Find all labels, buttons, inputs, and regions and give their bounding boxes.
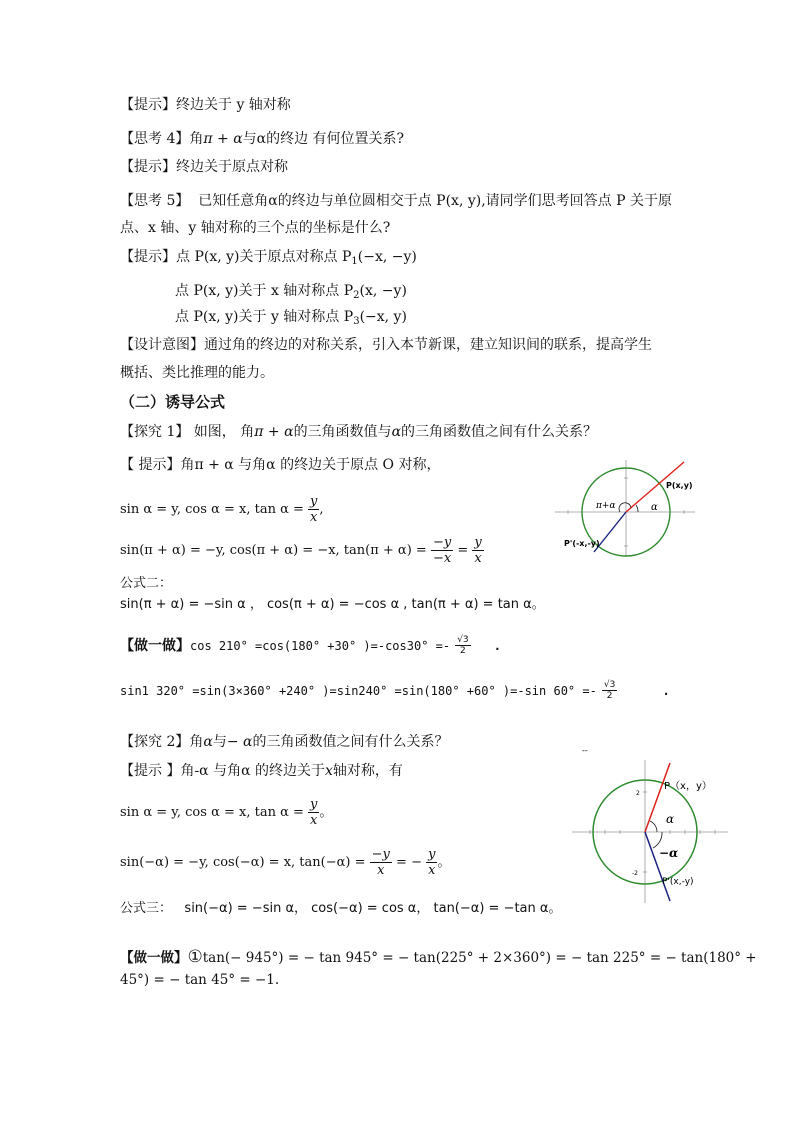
label-alpha: α bbox=[651, 502, 658, 513]
hint-explore-2: 【提示 】角-α 与角α 的终边关于x轴对称，有 bbox=[120, 763, 403, 779]
hint-points-1: 【提示】点 P(x, y)关于原点对称点 $P_1(-x$, −y) bbox=[120, 249, 417, 267]
angle-arc-pi-alpha bbox=[619, 503, 631, 512]
think-5: 【思考 5】 已知任意角α的终边与单位圆相交于点 P(x, y),请同学们思考回答点 P 关于原 bbox=[120, 193, 672, 209]
section-heading: （二）诱导公式 bbox=[120, 393, 226, 411]
think-4: 【思考 4】角π + α与α的终边 有何位置关系? bbox=[120, 131, 405, 147]
unit-circle-figure-2 bbox=[570, 745, 730, 905]
label-p: P（x，y） bbox=[664, 781, 712, 792]
try-3: 【做一做】①tan(− 945°) = − tan 945° = − tan(225° + 2×360°) = − tan 225° = − tan(180° + bbox=[120, 947, 757, 967]
formula-pi-plus-alpha: sin(π + α) = −y, cos(π + α) = −x, tan(π + α) = $\frac{-y}{-x}$ = $\frac{y}{x}$ bbox=[120, 535, 482, 566]
try-3-cont: 45°) = − tan 45° = −1. bbox=[120, 972, 280, 988]
label-alpha: α bbox=[666, 812, 675, 826]
explore-2: 【探究 2】角α与− α的三角函数值之间有什么关系？ bbox=[120, 734, 449, 750]
formula-basic-2: sin α = y, cos α = x, tan α = $\frac{y}{x}$ 。 bbox=[120, 797, 333, 828]
label-p-prime: P'(-x,-y) bbox=[564, 539, 600, 548]
formula-neg-alpha: sin(−α) = −y, cos(−α) = x, tan(−α) = $\frac{-y}{x}$ = − $\frac{y}{x}$ 。 bbox=[120, 847, 451, 878]
try-2: sin1 320° =sin(3×360° +240° )=sin240° =sin(180° +60° )=-sin 60° =- $\frac{√3}{2}$ . bbox=[120, 680, 670, 701]
design-intent-cont: 概括、类比推理的能力。 bbox=[120, 365, 274, 381]
label-pi-alpha: π+α bbox=[596, 501, 616, 511]
terminal-side-p-prime bbox=[645, 832, 670, 901]
tick-label-top: 2 bbox=[636, 790, 640, 797]
hint-explore-1: 【 提示】角π + α 与角α 的终边关于原点 O 对称， bbox=[120, 457, 441, 473]
hint-points-2: 点 P(x, y)关于 x 轴对称点 $P_2(x$, −y) bbox=[175, 283, 407, 301]
corner-mark: -- bbox=[582, 746, 588, 755]
formula-3: 公式三： sin(−α) = −sin α， cos(−α) = cos α， tan(−α) = −tan α。 bbox=[120, 901, 562, 916]
hint-points-3: 点 P(x, y)关于 y 轴对称点 $P_3(-x$, y) bbox=[175, 309, 407, 327]
formula-2: sin(π + α) = −sin α ， cos(π + α) = −cos α , tan(π + α) = tan α。 bbox=[120, 597, 545, 612]
label-p-prime: P'(x,-y) bbox=[662, 877, 694, 887]
hint-line-1: 【提示】终边关于 y 轴对称 bbox=[120, 97, 291, 113]
tick-label-bottom: -2 bbox=[632, 870, 638, 877]
explore-1: 【探究 1】 如图， 角π + α的三角函数值与α的三角函数值之间有什么关系？ bbox=[120, 424, 598, 440]
angle-arc-alpha bbox=[636, 505, 638, 512]
label-neg-alpha: −α bbox=[659, 846, 679, 860]
formula-2-label: 公式二： bbox=[120, 576, 173, 591]
unit-circle-figure-1 bbox=[550, 458, 700, 558]
design-intent: 【设计意图】通过角的终边的对称关系，引入本节新课，建立知识间的联系，提高学生 bbox=[120, 337, 652, 353]
angle-arc-alpha bbox=[650, 821, 657, 832]
label-p: P(x,y) bbox=[666, 481, 693, 490]
think-5-cont: 点、x 轴、y 轴对称的三个点的坐标是什么? bbox=[120, 220, 391, 236]
formula-basic-1: sin α = y, cos α = x, tan α = $\frac{y}{x}$ , bbox=[120, 494, 324, 525]
try-1: 【做一做】cos 210° =cos(180° +30° )=-cos30° =- $\frac{√3}{2}$ . bbox=[120, 635, 501, 656]
hint-line-2: 【提示】终边关于原点对称 bbox=[120, 159, 288, 175]
